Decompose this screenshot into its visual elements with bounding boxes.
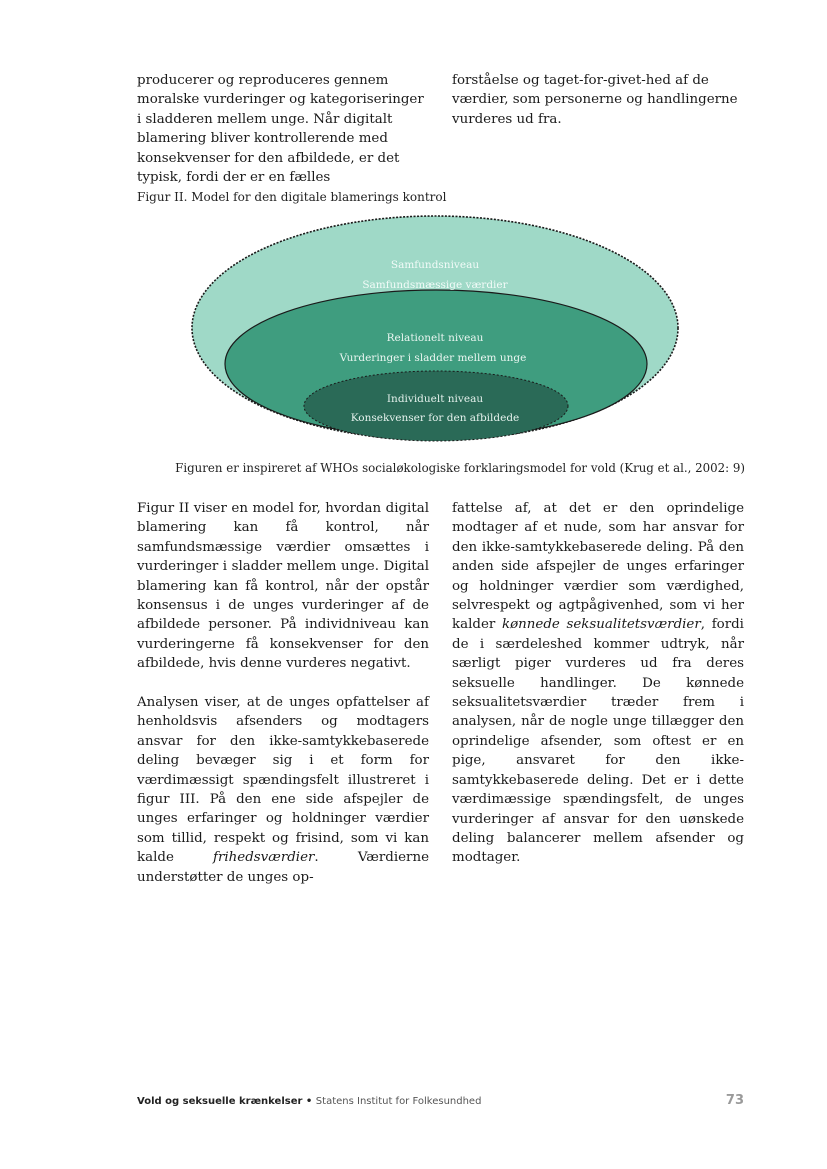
body-left-paragraph-1: Figur II viser en model for, hvordan digital blamering kan få kontrol, når samfundsmæssige værdier omsættes i vurderinger i sladder mellem unge. Digital blamering kan få kontrol, når der opstår konsensus i de unges vurderinger af de afbildede personer. På individniveau kan vurderingerne få konsekvenser for den afbildede, hvis denne vurderes negativt. bbox=[137, 501, 429, 672]
body-left-column bbox=[137, 499, 429, 887]
body-right-text-a: fattelse af, at det er den oprindelige modtager af et nude, som har ansvar for den ikke-samtykkebaserede deling. På den anden side afspejler de unges erfaringer og holdninger værdier som værdighed, selvrespekt og agtpågivenhed, som vi her kalder bbox=[452, 501, 744, 633]
top-right-text: forståelse og taget-for-givet-hed af de værdier, som personerne og handlingerne vurderes ud fra. bbox=[452, 73, 738, 127]
body-right-column bbox=[452, 499, 744, 868]
inner-level-label: Individuelt niveau bbox=[386, 393, 484, 405]
body-left-paragraph-2 bbox=[137, 693, 429, 887]
figure-diagram bbox=[188, 213, 683, 443]
figure-title: Figur II. Model for den digitale blamerings kontrol bbox=[137, 190, 447, 204]
body-right-emphasis: kønnede seksualitetsværdier bbox=[501, 617, 701, 633]
footer-publication bbox=[137, 1096, 481, 1107]
figure-caption: Figuren er inspireret af WHOs socialøkologiske forklaringsmodel for vold (Krug et al., 2002: 9) bbox=[175, 461, 745, 475]
footer-publication-title: Vold og seksuelle krænkelser bbox=[137, 1096, 303, 1107]
outer-desc-label: Samfundsmæssige værdier bbox=[362, 279, 508, 291]
middle-level-label: Relationelt niveau bbox=[386, 332, 484, 344]
footer-separator: • bbox=[302, 1096, 316, 1107]
body-right-text-b: , fordi de i særdeleshed kommer udtryk, når særligt piger vurderes ud fra deres seksuelle handlinger. De kønnede seksualitetsværdier træder frem i analysen, når de nogle unge tillægger den oprindelige afsender, som oftest er en pige, ansvaret for den ikke-samtykkebaserede deling. Det er i dette værdimæssige spændingsfelt, de unges vurderinger af ansvar for den uønskede deling balancerer mellem afsender og modtager. bbox=[452, 617, 744, 866]
top-left-text: producerer og reproduceres gennem moralske vurderinger og kategoriseringer i sladderen mellem unge. Når digitalt blamering bliver kontrollerende med konsekvenser for den afbildede, er det typisk, fordi der er en fælles bbox=[137, 73, 424, 186]
body-left-p2-text-b: . Værdierne understøtter de unges op- bbox=[137, 850, 429, 885]
inner-desc-label: Konsekvenser for den afbildede bbox=[350, 412, 520, 424]
nested-ellipse-diagram bbox=[188, 213, 683, 443]
top-right-paragraph bbox=[452, 71, 744, 129]
middle-desc-label: Vurderinger i sladder mellem unge bbox=[339, 352, 527, 364]
page-number: 73 bbox=[725, 1093, 744, 1108]
body-left-p2-text-a: Analysen viser, at de unges opfattelser af henholdsvis afsenders og modtagers ansvar for den ikke-samtykkebaserede deling bevæger sig i et form for værdimæssigt spændingsfelt illustreret i figur III. På den ene side afspejler de unges erfaringer og holdninger værdier som tillid, respekt og frisind, som vi kan kalde bbox=[137, 695, 429, 866]
body-left-p2-emphasis: frihedsværdier bbox=[213, 850, 315, 866]
outer-level-label: Samfundsniveau bbox=[390, 259, 480, 271]
inner-ellipse-individual bbox=[304, 371, 568, 441]
footer-institute: Statens Institut for Folkesundhed bbox=[315, 1096, 482, 1107]
top-left-paragraph bbox=[137, 71, 429, 187]
body-right-paragraph bbox=[452, 499, 744, 868]
